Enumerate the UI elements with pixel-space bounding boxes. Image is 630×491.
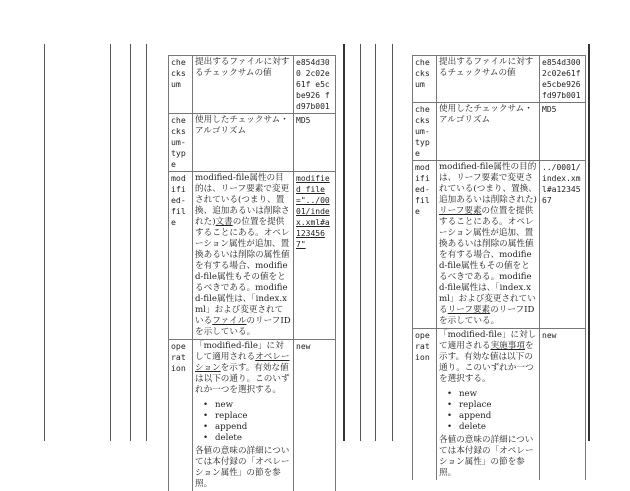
underlined-term: リーフ要素 [448,305,491,315]
attr-desc: 「modified-file」に対して適用されるオペレーションを示す。有効な値は以下の通り。このいずれか一つを選択する。 • new • replace • append • delete 各値の意味の詳細については本付録の「オペレーション属性」の節を参照。 [193,340,294,491]
page-rule [588,44,590,441]
table-row [169,340,336,491]
attr-name: checksum [169,56,193,114]
list-item: • replace [459,400,537,411]
attr-name: modified-file [413,161,437,329]
table-row [169,172,336,340]
attr-value: MD5 [294,114,336,172]
attr-value: new [540,329,586,481]
list-item: • append [459,411,537,422]
page-rule [130,44,131,441]
table-row [169,114,336,172]
table-row [413,56,586,103]
attr-name: checksum-type [413,103,437,161]
attr-desc: 「modified-file」に対して適用される実施事項を示す。有効な値は以下の通り。このいずれか一つを選択する。 • new • replace • append • delete 各値の意味の詳細については本付録の「オペレーション属性」の節を参照。 [437,329,540,481]
table-row [413,161,586,329]
attr-desc: 提出するファイルに対するチェックサムの値 [437,56,540,103]
attr-desc: 使用したチェックサム・アルゴリズム [193,114,294,172]
page-rule [110,44,111,441]
underlined-term: オペレーション [195,352,290,373]
list-item: • append [215,422,291,433]
page-rule [392,44,393,441]
attr-desc: 使用したチェックサム・アルゴリズム [437,103,540,161]
option-list [195,400,291,444]
list-item: • replace [215,411,291,422]
page-rule [360,44,361,441]
attr-value: MD5 [540,103,586,161]
attr-name: checksum [413,56,437,103]
underlined-term: 実施事項 [491,341,525,351]
list-item: • new [459,389,537,400]
attr-value: new [294,340,336,491]
underlined-term: リーフ要素 [439,206,482,216]
attr-desc: modified-file属性の目的は、リーフ要素で変更されている(つまり、置換、追加あるいは削除された)リーフ要素の位置を提供することにある。オペレーション属性が追加、置換あるいは削除の属性値を有する場合、modified-file属性もその値をとるべきである。modified-file属性は、「index.xml」および変更されているリーフ要素のリーフIDを示している。 [437,161,540,329]
attr-name: operation [413,329,437,481]
attr-value: modified file="../0001/index.xml#a1234567" [294,172,336,340]
attribute-table-revised [412,55,586,480]
attr-desc: 提出するファイルに対するチェックサムの値 [193,56,294,114]
table-row [413,103,586,161]
underlined-term: 文書 [216,217,233,227]
list-item: • new [215,400,291,411]
attr-value: e854d300 2c02e61f e5cbe926 fd97b001 [540,56,586,103]
list-item: • delete [215,433,291,444]
attr-name: checksum-type [169,114,193,172]
page-rule [343,44,345,441]
table-row [169,56,336,114]
option-list [439,389,537,433]
underlined-term: ファイル [212,316,246,326]
attr-value: e854d300 2c02e61f e5cbe926 fd97b001 [294,56,336,114]
attr-value: ../0001/index.xml#a1234567 [540,161,586,329]
page-rule [44,44,45,441]
page-rule [146,44,147,441]
table-row [413,329,586,481]
attr-name: operation [169,340,193,491]
attr-name: modified-file [169,172,193,340]
attr-desc: modified-file属性の目的は、リーフ要素で変更されている(つまり、置換、追加あるいは削除された)文書の位置を提供することにある。オペレーション属性が追加、置換あるいは削除の属性値を有する場合、modified-file属性もその値をとるべきである。modified-file属性は、「index.xml」および変更されているファイルのリーフIDを示している。 [193,172,294,340]
attribute-table-original [168,55,336,491]
page-rule [375,44,376,441]
list-item: • delete [459,422,537,433]
